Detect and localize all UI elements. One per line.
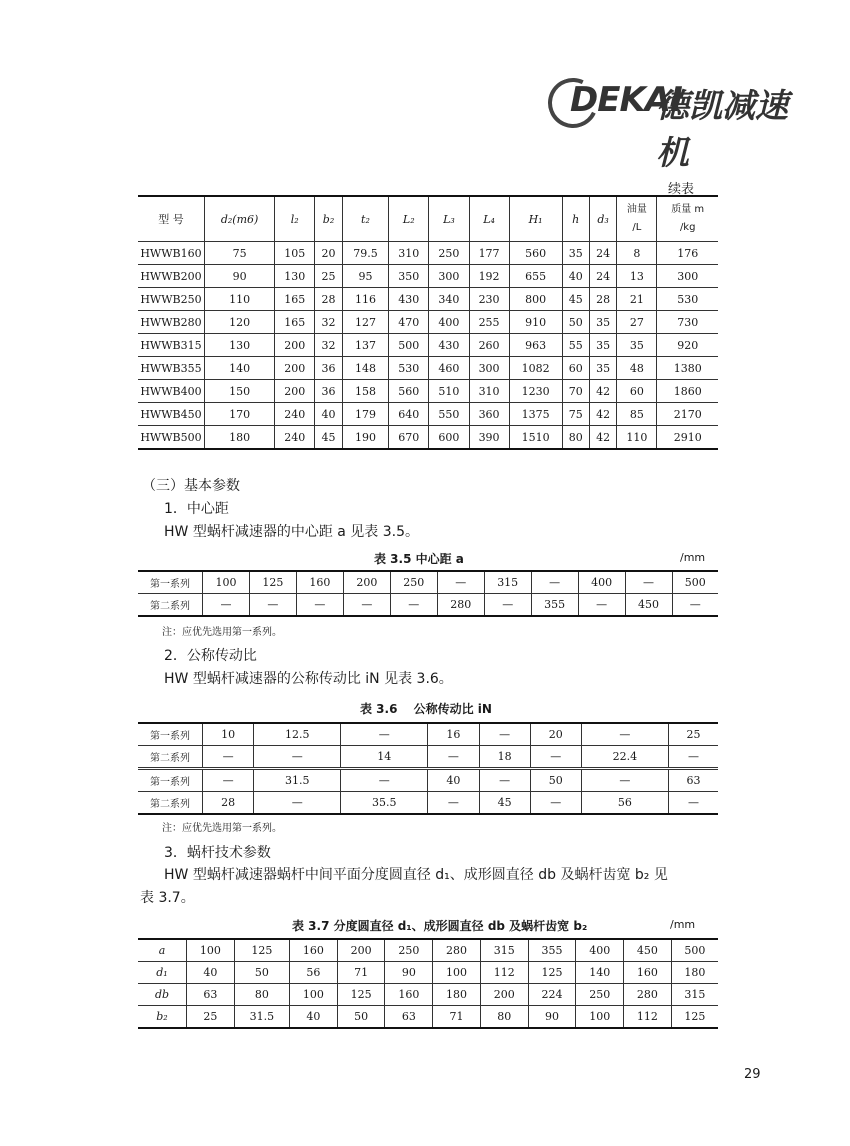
row-label-cell: b₂ (138, 1006, 187, 1029)
table-cell: — (341, 723, 428, 746)
table-cell: 125 (671, 1006, 718, 1029)
table-cell: 125 (528, 962, 576, 984)
row-label-cell: HWWB280 (138, 311, 205, 334)
table-cell: 350 (389, 265, 429, 288)
table-cell: 160 (624, 962, 672, 984)
table-cell: — (479, 723, 530, 746)
table-cell: 14 (341, 746, 428, 769)
table-cell: 31.5 (234, 1006, 289, 1029)
table-cell: 255 (469, 311, 509, 334)
table-cell: 50 (337, 1006, 385, 1029)
row-label-cell: 第二系列 (138, 746, 203, 769)
center-distance-table (138, 570, 718, 617)
table-cell: 140 (576, 962, 624, 984)
table-cell: 48 (617, 357, 657, 380)
header-b2: b₂ (315, 196, 342, 242)
table-cell: 20 (530, 723, 581, 746)
table-row (138, 571, 718, 594)
table-cell: 355 (528, 939, 576, 962)
dekai-logo (548, 74, 788, 172)
table-cell: 80 (480, 1006, 528, 1029)
table-cell: 24 (589, 265, 616, 288)
table-cell: 250 (390, 571, 437, 594)
logo-chinese-name: 德凯减速机 (656, 86, 788, 172)
table-cell: 1860 (657, 380, 718, 403)
header-mass (657, 196, 718, 242)
table-row (138, 242, 718, 265)
table-row (138, 962, 718, 984)
table-cell: 560 (389, 380, 429, 403)
dimension-table (138, 195, 718, 450)
table-cell: 160 (290, 939, 338, 962)
table-cell: 640 (389, 403, 429, 426)
table-row (138, 426, 718, 450)
table-cell: 45 (479, 792, 530, 815)
table-cell: — (530, 746, 581, 769)
table-cell: 460 (429, 357, 469, 380)
table-cell: 12.5 (254, 723, 341, 746)
row-label-cell: 第一系列 (138, 769, 203, 792)
table-cell: 40 (290, 1006, 338, 1029)
table-row (138, 380, 718, 403)
table-cell: 180 (205, 426, 275, 450)
table-cell: 21 (617, 288, 657, 311)
row-label-cell: 第二系列 (138, 594, 203, 617)
table-cell: 36 (315, 380, 342, 403)
table-cell: 224 (528, 984, 576, 1006)
table-cell: 315 (671, 984, 718, 1006)
table-cell: 670 (389, 426, 429, 450)
header-H1: H₁ (509, 196, 562, 242)
table-cell: 40 (428, 769, 479, 792)
table-row (138, 403, 718, 426)
table-row (138, 984, 718, 1006)
header-t2: t₂ (342, 196, 389, 242)
table-cell: — (625, 571, 672, 594)
table-cell: 176 (657, 242, 718, 265)
table-cell: 137 (342, 334, 389, 357)
table-row (138, 334, 718, 357)
table-cell: 75 (562, 403, 589, 426)
table-cell: 600 (429, 426, 469, 450)
table-cell: 180 (671, 962, 718, 984)
table-cell: 35 (562, 242, 589, 265)
table-cell: — (343, 594, 390, 617)
table-cell: 8 (617, 242, 657, 265)
table-cell: — (578, 594, 625, 617)
table-cell: 1510 (509, 426, 562, 450)
table-cell: — (530, 792, 581, 815)
table-cell: 510 (429, 380, 469, 403)
table-cell: — (428, 746, 479, 769)
table-row (138, 357, 718, 380)
table-cell: 300 (429, 265, 469, 288)
table-cell: 165 (275, 288, 315, 311)
table-cell: 50 (562, 311, 589, 334)
row-label-cell: HWWB200 (138, 265, 205, 288)
table-cell: 56 (290, 962, 338, 984)
table-cell: 125 (234, 939, 289, 962)
table-cell: 32 (315, 334, 342, 357)
table-cell: 390 (469, 426, 509, 450)
table-3-5-note: 注：应优先选用第一系列。 (162, 627, 282, 638)
table-cell: 280 (433, 939, 481, 962)
table-cell: 10 (203, 723, 254, 746)
table-cell: 280 (437, 594, 484, 617)
header-h: h (562, 196, 589, 242)
continued-label: 续表 (668, 182, 695, 197)
table-cell: 56 (581, 792, 668, 815)
header-oil (617, 196, 657, 242)
table-cell: 45 (562, 288, 589, 311)
table-cell: 35 (617, 334, 657, 357)
table-cell: 1230 (509, 380, 562, 403)
table-cell: — (249, 594, 296, 617)
worm-params-body-1: HW 型蜗杆减速器蜗杆中间平面分度圆直径 d₁、成形圆直径 db 及蜗杆齿宽 b₂ 见 (164, 867, 668, 883)
table-cell: 90 (205, 265, 275, 288)
row-label-cell: 第一系列 (138, 571, 203, 594)
row-label-cell: HWWB160 (138, 242, 205, 265)
table-cell: 63 (187, 984, 235, 1006)
table-cell: 27 (617, 311, 657, 334)
table-cell: 112 (480, 962, 528, 984)
section-heading-basic-params: （三）基本参数 (142, 478, 240, 494)
table-cell: 530 (657, 288, 718, 311)
mass-unit: /kg (679, 222, 696, 233)
table-cell: 16 (428, 723, 479, 746)
table-cell: 125 (337, 984, 385, 1006)
table-cell: 85 (617, 403, 657, 426)
ratio-body: HW 型蜗杆减速器的公称传动比 iN 见表 3.6。 (164, 671, 453, 687)
header-d2: d₂(m6) (205, 196, 275, 242)
row-label-cell: 第一系列 (138, 723, 203, 746)
table-cell: 160 (385, 984, 433, 1006)
table-cell: 63 (385, 1006, 433, 1029)
row-label-cell: d₁ (138, 962, 187, 984)
header-L3: L₃ (429, 196, 469, 242)
table-cell: 340 (429, 288, 469, 311)
table-cell: 35 (589, 334, 616, 357)
table-cell: 170 (205, 403, 275, 426)
table-row (138, 311, 718, 334)
table-cell: 71 (337, 962, 385, 984)
table-cell: 40 (187, 962, 235, 984)
table-cell: — (668, 746, 718, 769)
table-cell: — (203, 769, 254, 792)
section-heading-worm-params: 3．蜗杆技术参数 (164, 845, 271, 861)
table-cell: 50 (234, 962, 289, 984)
table-cell: — (479, 769, 530, 792)
table-cell: 910 (509, 311, 562, 334)
header-l2: l₂ (275, 196, 315, 242)
table-row (138, 594, 718, 617)
table-cell: 105 (275, 242, 315, 265)
table-cell: 60 (617, 380, 657, 403)
table-cell: 530 (389, 357, 429, 380)
header-L2: L₂ (389, 196, 429, 242)
row-label-cell: HWWB450 (138, 403, 205, 426)
header-d3: d₃ (589, 196, 616, 242)
table-cell: 100 (187, 939, 235, 962)
table-cell: 35 (589, 357, 616, 380)
table-cell: 200 (275, 334, 315, 357)
table-cell: 36 (315, 357, 342, 380)
row-label-cell: HWWB355 (138, 357, 205, 380)
table-cell: 150 (205, 380, 275, 403)
table-cell: 42 (589, 380, 616, 403)
table-cell: 200 (337, 939, 385, 962)
table-cell: 655 (509, 265, 562, 288)
table-cell: 42 (589, 403, 616, 426)
table-cell: — (254, 746, 341, 769)
table-cell: 450 (625, 594, 672, 617)
table-cell: 25 (668, 723, 718, 746)
table-cell: 110 (617, 426, 657, 450)
table-cell: 28 (315, 288, 342, 311)
table-cell: 200 (480, 984, 528, 1006)
table-cell: 730 (657, 311, 718, 334)
table-cell: 310 (389, 242, 429, 265)
table-cell: 18 (479, 746, 530, 769)
table-cell: — (254, 792, 341, 815)
table-cell: 32 (315, 311, 342, 334)
table-cell: 40 (562, 265, 589, 288)
table-cell: 240 (275, 403, 315, 426)
table-cell: 2910 (657, 426, 718, 450)
table-cell: 25 (315, 265, 342, 288)
table-cell: 500 (672, 571, 718, 594)
table-cell: 100 (433, 962, 481, 984)
table-cell: 60 (562, 357, 589, 380)
row-label-cell: HWWB400 (138, 380, 205, 403)
table-cell: 125 (249, 571, 296, 594)
table-cell: 28 (203, 792, 254, 815)
table-cell: 250 (576, 984, 624, 1006)
worm-params-body-2: 表 3.7。 (140, 890, 195, 906)
row-label-cell: HWWB250 (138, 288, 205, 311)
table-cell: 1375 (509, 403, 562, 426)
table-cell: 13 (617, 265, 657, 288)
table-cell: 45 (315, 426, 342, 450)
table-cell: 90 (528, 1006, 576, 1029)
table-cell: 24 (589, 242, 616, 265)
table-cell: 42 (589, 426, 616, 450)
table-3-5-caption: 表 3.5 中心距 a (374, 552, 464, 566)
table-cell: 280 (624, 984, 672, 1006)
table-cell: 400 (429, 311, 469, 334)
table-cell: 80 (562, 426, 589, 450)
table-cell: 112 (624, 1006, 672, 1029)
table-cell: 110 (205, 288, 275, 311)
table-cell: — (428, 792, 479, 815)
table-cell: 50 (530, 769, 581, 792)
table-cell: 71 (433, 1006, 481, 1029)
section-heading-center-distance: 1．中心距 (164, 501, 229, 517)
table-cell: 2170 (657, 403, 718, 426)
table-cell: 28 (589, 288, 616, 311)
table-cell: 158 (342, 380, 389, 403)
table-cell: — (668, 792, 718, 815)
table-cell: 70 (562, 380, 589, 403)
table-cell: 177 (469, 242, 509, 265)
table-cell: 160 (296, 571, 343, 594)
table-row (138, 265, 718, 288)
section-heading-ratio: 2．公称传动比 (164, 648, 257, 664)
table-row (138, 939, 718, 962)
table-cell: 1380 (657, 357, 718, 380)
table-row (138, 288, 718, 311)
table-3-7-unit: /mm (670, 918, 696, 931)
table-cell: 31.5 (254, 769, 341, 792)
table-cell: — (437, 571, 484, 594)
table-cell: — (531, 571, 578, 594)
mass-label: 质量 m (671, 204, 705, 215)
table-cell: 260 (469, 334, 509, 357)
table-cell: 1082 (509, 357, 562, 380)
table-cell: 360 (469, 403, 509, 426)
table-cell: 140 (205, 357, 275, 380)
header-model: 型 号 (138, 196, 205, 242)
table-cell: 500 (671, 939, 718, 962)
table-cell: 250 (429, 242, 469, 265)
table-cell: 300 (469, 357, 509, 380)
table-cell: 80 (234, 984, 289, 1006)
table-cell: 127 (342, 311, 389, 334)
table-cell: 200 (275, 380, 315, 403)
logo-brand: DEKAI (570, 80, 682, 120)
table-cell: 920 (657, 334, 718, 357)
table-cell: 35.5 (341, 792, 428, 815)
table-cell: 55 (562, 334, 589, 357)
row-label-cell: 第二系列 (138, 792, 203, 815)
table-cell: 35 (589, 311, 616, 334)
worm-params-table (138, 938, 718, 1029)
table-cell: — (581, 769, 668, 792)
table-cell: 95 (342, 265, 389, 288)
table-cell: 250 (385, 939, 433, 962)
table-cell: 800 (509, 288, 562, 311)
row-label-cell: a (138, 939, 187, 962)
table-cell: 100 (290, 984, 338, 1006)
table-cell: 100 (203, 571, 250, 594)
table-cell: 315 (480, 939, 528, 962)
table-cell: 116 (342, 288, 389, 311)
table-cell: 450 (624, 939, 672, 962)
table-cell: 25 (187, 1006, 235, 1029)
table-header-row (138, 196, 718, 242)
table-cell: 100 (576, 1006, 624, 1029)
table-cell: 963 (509, 334, 562, 357)
table-cell: 500 (389, 334, 429, 357)
table-cell: 300 (657, 265, 718, 288)
oil-label: 油量 (626, 204, 647, 215)
table-cell: — (581, 723, 668, 746)
table-cell: — (390, 594, 437, 617)
table-row (138, 1006, 718, 1029)
table-cell: 400 (576, 939, 624, 962)
table-cell: 560 (509, 242, 562, 265)
table-cell: 40 (315, 403, 342, 426)
table-cell: 470 (389, 311, 429, 334)
table-cell: 179 (342, 403, 389, 426)
table-cell: 430 (429, 334, 469, 357)
table-cell: 130 (275, 265, 315, 288)
table-cell: 90 (385, 962, 433, 984)
table-cell: 190 (342, 426, 389, 450)
table-cell: 550 (429, 403, 469, 426)
table-cell: 148 (342, 357, 389, 380)
table-cell: — (672, 594, 718, 617)
table-3-7-caption: 表 3.7 分度圆直径 d₁、成形圆直径 db 及蜗杆齿宽 b₂ (292, 919, 588, 933)
row-label-cell: db (138, 984, 187, 1006)
table-cell: 20 (315, 242, 342, 265)
table-cell: 200 (343, 571, 390, 594)
table-cell: 22.4 (581, 746, 668, 769)
table-cell: — (484, 594, 531, 617)
table-row (138, 746, 718, 769)
page-number: 29 (744, 1067, 761, 1082)
table-cell: 400 (578, 571, 625, 594)
center-distance-body: HW 型蜗杆减速器的中心距 a 见表 3.5。 (164, 524, 420, 540)
oil-unit: /L (632, 222, 642, 233)
table-cell: 430 (389, 288, 429, 311)
table-cell: — (296, 594, 343, 617)
row-label-cell: HWWB315 (138, 334, 205, 357)
header-L4: L₄ (469, 196, 509, 242)
table-cell: — (203, 746, 254, 769)
table-3-6-note: 注：应优先选用第一系列。 (162, 823, 282, 834)
table-3-5-unit: /mm (680, 551, 706, 564)
table-cell: 315 (484, 571, 531, 594)
table-row (138, 769, 718, 792)
table-cell: 200 (275, 357, 315, 380)
table-cell: 230 (469, 288, 509, 311)
table-cell: 310 (469, 380, 509, 403)
ratio-table (138, 722, 718, 815)
table-row (138, 792, 718, 815)
table-cell: 75 (205, 242, 275, 265)
row-label-cell: HWWB500 (138, 426, 205, 450)
table-cell: — (203, 594, 250, 617)
table-cell: 79.5 (342, 242, 389, 265)
table-cell: 63 (668, 769, 718, 792)
table-cell: 240 (275, 426, 315, 450)
table-3-6-caption: 表 3.6 公称传动比 iN (360, 702, 492, 716)
table-cell: 355 (531, 594, 578, 617)
table-cell: 120 (205, 311, 275, 334)
table-cell: 192 (469, 265, 509, 288)
table-cell: 130 (205, 334, 275, 357)
table-row (138, 723, 718, 746)
table-cell: — (341, 769, 428, 792)
table-cell: 165 (275, 311, 315, 334)
table-cell: 180 (433, 984, 481, 1006)
